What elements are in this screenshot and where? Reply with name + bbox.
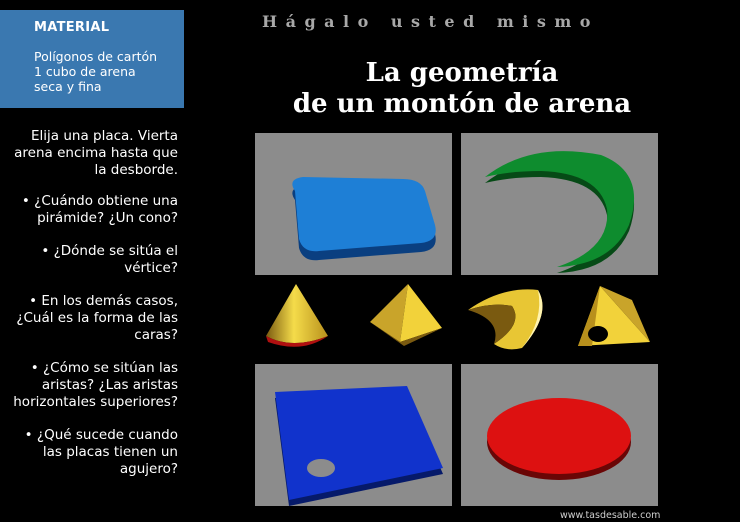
title-line: de un montón de arena [292,89,632,119]
instruction-line: las placas tienen un [42,444,178,460]
instruction-line: • ¿Dónde se sitúa el [41,243,178,259]
instruction-line: ¿Cuál es la forma de las [16,310,178,326]
instruction-line: Elija una placa. Vierta [30,128,178,144]
instruction-paragraph [0,243,178,277]
instruction-paragraph [0,128,178,179]
material-item: Polígonos de cartón [34,49,158,64]
sand-crescent-pile-image [462,280,554,352]
instruction-line: la desborde. [94,162,178,178]
material-item: 1 cubo de arena [34,64,136,79]
instruction-line: aristas? ¿Las aristas [41,377,178,393]
page-subtitle: Hágalo usted mismo [262,12,599,31]
material-box [0,10,184,108]
instruction-line: agujero? [119,461,178,477]
instruction-line: • ¿Qué sucede cuando [24,427,178,443]
instruction-line: • ¿Cuándo obtiene una [21,193,178,209]
instruction-line: caras? [134,327,178,343]
instruction-line: • ¿Cómo se sitúan las [30,360,178,376]
instruction-line: horizontales superiores? [13,394,178,410]
blue-rounded-plate-image [255,133,452,275]
red-disc-plate-image [461,364,658,506]
title-line: La geometría [365,58,559,88]
footer-url: www.tasdesable.com [560,510,661,521]
blue-holed-plate-image [255,364,452,506]
instruction-paragraph [0,293,178,344]
instruction-line: pirámide? ¿Un cono? [37,210,178,226]
material-list [34,49,170,94]
sand-cone-image [262,280,338,352]
instructions [0,128,178,494]
sand-holed-pile-image [572,280,656,352]
sand-pyramid-image [364,280,448,352]
page-title [262,58,662,120]
instruction-paragraph [0,193,178,227]
instruction-line: vértice? [124,260,178,276]
material-item: seca y fina [34,79,102,94]
instruction-paragraph [0,427,178,478]
material-title: MATERIAL [34,20,110,35]
instruction-paragraph [0,360,178,411]
instruction-line: • En los demás casos, [29,293,178,309]
green-crescent-plate-image [461,133,658,275]
instruction-line: arena encima hasta que [14,145,178,161]
